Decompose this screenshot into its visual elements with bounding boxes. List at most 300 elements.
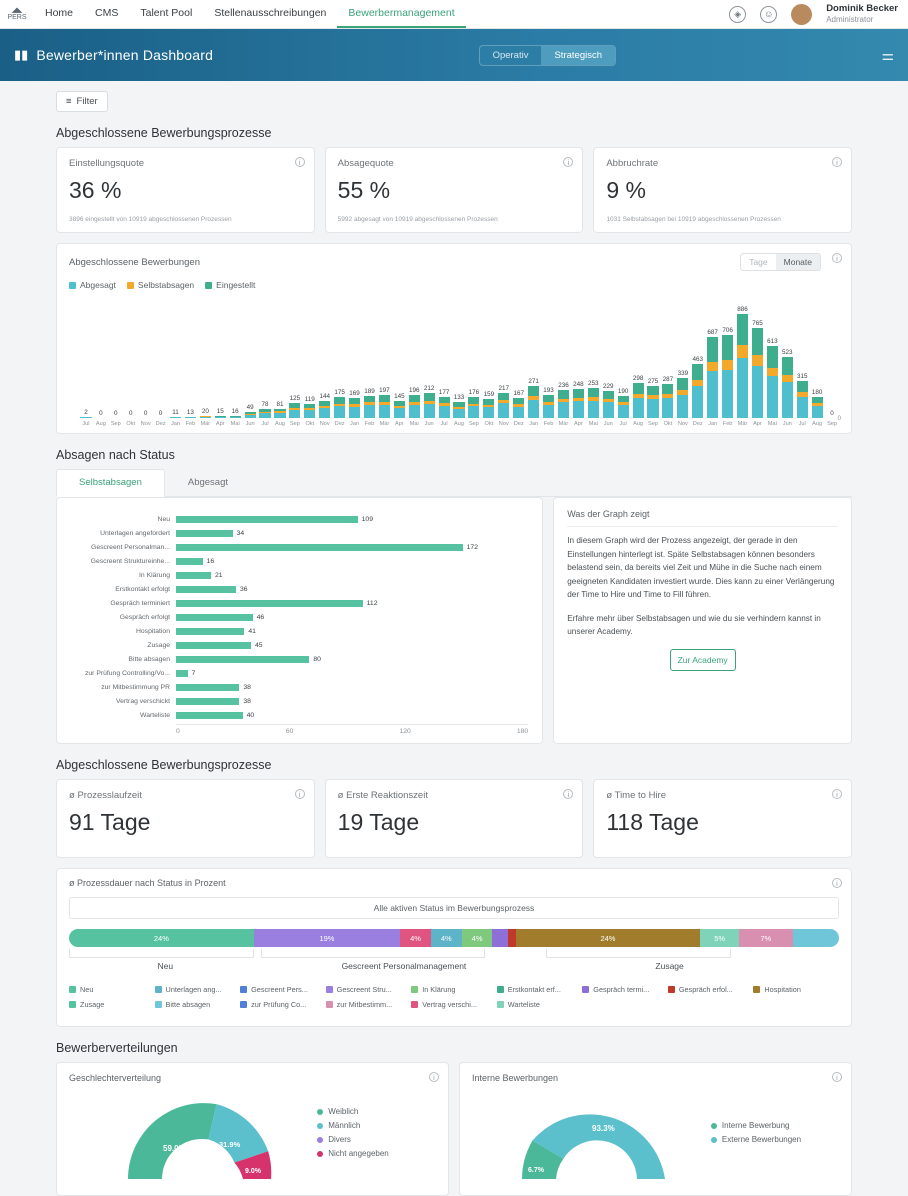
bar-stack xyxy=(424,393,435,418)
main-content xyxy=(0,81,908,1196)
info-icon[interactable]: i xyxy=(832,789,842,799)
bar-value: 2 xyxy=(84,409,88,416)
kpi-value: 55 % xyxy=(338,177,571,204)
x-tick-label: Aug xyxy=(273,421,287,427)
bar-segment xyxy=(692,364,703,380)
info-icon[interactable]: i xyxy=(832,253,842,263)
x-tick-label: Mai xyxy=(407,421,421,427)
hbar-row xyxy=(71,640,528,650)
bar-stack xyxy=(468,397,479,418)
bar-value: 15 xyxy=(217,408,224,415)
bar-segment xyxy=(603,391,614,399)
duration-segment: 19% xyxy=(254,929,400,947)
x-tick-label: Sep xyxy=(288,421,302,427)
hbar xyxy=(176,614,253,621)
chart-header xyxy=(69,253,839,271)
bar-stack xyxy=(767,346,778,418)
hbar-row xyxy=(71,570,528,580)
info-panel-paragraph-2: Erfahre mehr über Selbstabsagen und wie du sie verhindern kannst in unserer Academy. xyxy=(567,612,838,639)
gauge-row xyxy=(56,1062,852,1196)
bar-value: 275 xyxy=(648,378,659,385)
bar-column xyxy=(318,298,332,418)
legend-item xyxy=(69,985,155,994)
legend-swatch xyxy=(753,986,760,993)
bar-segment xyxy=(379,405,390,418)
legend-label: Bitte absagen xyxy=(166,1000,211,1009)
bar-value: 0 xyxy=(144,410,148,417)
bar-stack xyxy=(349,398,360,418)
duration-segment: 7% xyxy=(739,929,793,947)
bar-segment xyxy=(752,355,763,366)
legend-swatch xyxy=(155,1001,162,1008)
info-icon[interactable]: i xyxy=(832,878,842,888)
kpi-value: 36 % xyxy=(69,177,302,204)
info-icon[interactable]: i xyxy=(832,157,842,167)
x-tick-label: Nov xyxy=(318,421,332,427)
bar-stack xyxy=(647,386,658,418)
kpi-prozesslaufzeit xyxy=(56,779,315,858)
bar-segment xyxy=(289,410,300,419)
hbar-value: 21 xyxy=(215,572,223,579)
bar-value: 687 xyxy=(707,329,718,336)
hbar-label: Vertrag verschickt xyxy=(71,698,176,705)
legend-label: zur Prüfung Co... xyxy=(251,1000,306,1009)
hbar-row xyxy=(71,584,528,594)
gender-legend xyxy=(317,1107,389,1163)
legend-swatch xyxy=(497,1001,504,1008)
bar-segment xyxy=(245,415,256,418)
rejections-bar-chart-card xyxy=(56,497,543,744)
process-duration-bar xyxy=(69,929,839,947)
bar-value: 176 xyxy=(469,389,480,396)
kpi-value: 118 Tage xyxy=(606,809,839,836)
info-panel-title: Was der Graph zeigt xyxy=(567,509,838,527)
bar-column xyxy=(795,298,809,418)
kpi-value: 19 Tage xyxy=(338,809,571,836)
bar-value: 0 xyxy=(159,410,163,417)
duration-segment xyxy=(793,929,839,947)
bar-stack xyxy=(439,397,450,418)
x-tick-label: Jun xyxy=(243,421,257,427)
tab-selbstabsagen[interactable]: Selbstabsagen xyxy=(56,469,165,497)
svg-text:9.0%: 9.0% xyxy=(245,1168,262,1175)
x-tick-label: Jun xyxy=(601,421,615,427)
legend-item xyxy=(240,1000,326,1009)
nav-item-stellenausschreibungen[interactable] xyxy=(203,0,337,28)
hbar-value: 34 xyxy=(237,530,245,537)
svg-text:31.9%: 31.9% xyxy=(219,1140,241,1149)
tab-abgesagt[interactable]: Abgesagt xyxy=(165,469,251,496)
hbar-row xyxy=(71,542,528,552)
x-tick-label: Jan xyxy=(348,421,362,427)
bar-stack xyxy=(528,386,539,418)
bar-stack xyxy=(603,391,614,418)
bar-segment xyxy=(782,382,793,418)
kpi-einstellungsquote xyxy=(56,147,315,233)
bar-segment xyxy=(647,399,658,418)
hbar xyxy=(176,684,239,691)
bar-stack xyxy=(513,398,524,418)
x-tick-label: 60 xyxy=(286,728,294,735)
nav-item-cms[interactable] xyxy=(84,0,129,28)
x-tick-label: Sep xyxy=(109,421,123,427)
bar-value: 0 xyxy=(129,410,133,417)
filter-button[interactable] xyxy=(56,91,108,112)
x-tick-label: Mär xyxy=(377,421,391,427)
legend-item xyxy=(326,1000,412,1009)
bar-segment xyxy=(364,405,375,418)
nav-items xyxy=(34,0,466,28)
bar-stack xyxy=(170,417,181,418)
bar-segment xyxy=(722,335,733,360)
duration-segment: 4% xyxy=(462,929,493,947)
bar-value: 765 xyxy=(752,320,763,327)
bar-column xyxy=(467,298,481,418)
nav-item-home[interactable] xyxy=(34,0,84,28)
legend-label: Hospitation xyxy=(764,985,801,994)
info-icon[interactable]: i xyxy=(429,1072,439,1082)
x-tick-label: Okt xyxy=(303,421,317,427)
help-icon[interactable]: ☺ xyxy=(760,6,777,23)
bar-segment xyxy=(513,407,524,418)
cube-icon[interactable]: ◈ xyxy=(729,6,746,23)
bar-segment xyxy=(662,384,673,394)
hbar-row xyxy=(71,528,528,538)
legend-label: zur Mitbestimm... xyxy=(337,1000,393,1009)
avatar[interactable] xyxy=(791,4,812,25)
x-tick-label: Jul xyxy=(795,421,809,427)
bar-stack xyxy=(215,416,226,418)
bar-stack xyxy=(782,357,793,418)
hbar-row xyxy=(71,710,528,720)
bar-value: 133 xyxy=(454,394,465,401)
bar-stack xyxy=(558,390,569,418)
legend-item xyxy=(240,985,326,994)
topnav-right xyxy=(729,0,908,28)
gauge-title: Geschlechterverteilung xyxy=(69,1073,436,1083)
x-tick-label: Jun xyxy=(422,421,436,427)
x-tick-label: Okt xyxy=(482,421,496,427)
bar-column xyxy=(94,298,108,418)
nav-item-bewerbermanagement[interactable] xyxy=(337,0,465,28)
rejections-content xyxy=(56,497,852,744)
bar-value: 886 xyxy=(737,306,748,313)
bar-value: 177 xyxy=(439,389,450,396)
bar-column xyxy=(154,298,168,418)
duration-segment xyxy=(508,929,516,947)
bar-stack xyxy=(543,395,554,418)
hbar-row xyxy=(71,598,528,608)
bar-column xyxy=(348,298,362,418)
process-duration-subtitle: Alle aktiven Status im Bewerbungsprozess xyxy=(69,897,839,919)
info-icon[interactable]: i xyxy=(563,157,573,167)
bar-column xyxy=(571,298,585,418)
bar-segment xyxy=(453,409,464,418)
bar-stack xyxy=(289,403,300,418)
kpi-row xyxy=(56,147,852,233)
bar-column xyxy=(676,298,690,418)
bar-segment xyxy=(274,413,285,419)
x-tick-label: Jan xyxy=(706,421,720,427)
nav-label: Stellenausschreibungen xyxy=(214,7,326,19)
gender-donut-chart xyxy=(116,1089,291,1181)
bar-value: 706 xyxy=(722,327,733,334)
tab-operativ[interactable]: Operativ xyxy=(480,46,542,65)
bar-segment xyxy=(767,346,778,368)
toggle-tage[interactable]: Tage xyxy=(741,254,775,270)
hbar-value: 38 xyxy=(243,684,251,691)
bar-value: 11 xyxy=(172,409,179,416)
hbar-label: Bitte absagen xyxy=(71,656,176,663)
bar-value: 0 xyxy=(99,410,103,417)
bar-segment xyxy=(543,395,554,402)
section-title-distribution: Bewerberverteilungen xyxy=(56,1041,852,1055)
bar-value: 167 xyxy=(513,390,524,397)
bar-value: 236 xyxy=(558,382,569,389)
hbar-value: 80 xyxy=(313,656,321,663)
legend-divers: Divers xyxy=(317,1135,389,1144)
hbar xyxy=(176,586,236,593)
legend-maennlich: Männlich xyxy=(317,1121,389,1130)
bar-value: 13 xyxy=(187,409,194,416)
bar-segment xyxy=(424,393,435,400)
hbar xyxy=(176,530,233,537)
process-duration-card xyxy=(56,868,852,1027)
x-tick-label: Mai xyxy=(586,421,600,427)
bar-value: 49 xyxy=(247,404,254,411)
x-tick-label: Mai xyxy=(228,421,242,427)
process-duration-legend xyxy=(69,985,839,1015)
bar-segment xyxy=(528,386,539,396)
x-tick-label: Aug xyxy=(452,421,466,427)
hbar-value: 45 xyxy=(255,642,263,649)
bar-segment xyxy=(558,390,569,398)
bar-column xyxy=(736,298,750,418)
x-tick-label: Nov xyxy=(676,421,690,427)
bar-chart-icon: ▮▮ xyxy=(14,47,28,63)
bar-stack xyxy=(498,393,509,418)
bar-column xyxy=(765,298,779,418)
bar-segment xyxy=(215,417,226,418)
view-mode-switch xyxy=(479,45,616,66)
bar-stack xyxy=(633,383,644,418)
legend-label: Gescreent Pers... xyxy=(251,985,308,994)
toggle-monate[interactable]: Monate xyxy=(776,254,820,270)
x-tick-label: Dez xyxy=(512,421,526,427)
svg-text:6.7%: 6.7% xyxy=(528,1167,545,1174)
bar-segment xyxy=(677,395,688,418)
x-tick-label: Dez xyxy=(691,421,705,427)
bar-segment xyxy=(662,398,673,418)
bar-column xyxy=(825,298,839,418)
bar-value: 523 xyxy=(782,349,793,356)
nav-label: Bewerbermanagement xyxy=(348,7,454,19)
internal-applications-card xyxy=(459,1062,852,1196)
chart-legend xyxy=(69,280,839,290)
bar-segment xyxy=(543,405,554,418)
bar-value: 81 xyxy=(276,401,283,408)
bar-column xyxy=(706,298,720,418)
bar-segment xyxy=(304,410,315,418)
bar-stack xyxy=(588,388,599,418)
bar-value: 0 xyxy=(114,410,118,417)
bar-stack xyxy=(573,389,584,418)
page-title: Bewerber*innen Dashboard xyxy=(36,47,213,63)
legend-swatch xyxy=(155,986,162,993)
bar-stack xyxy=(200,416,211,418)
bar-column xyxy=(750,298,764,418)
x-tick-label: Jan xyxy=(527,421,541,427)
bar-stack xyxy=(483,399,494,418)
legend-label: Warteliste xyxy=(508,1000,540,1009)
bar-stack xyxy=(245,412,256,418)
info-icon[interactable]: i xyxy=(563,789,573,799)
bar-stack xyxy=(453,402,464,418)
duration-segment: 5% xyxy=(700,929,739,947)
bar-segment xyxy=(409,395,420,402)
hbar xyxy=(176,670,188,677)
hbar-label: Zusage xyxy=(71,642,176,649)
gauge-body xyxy=(69,1089,436,1181)
bar-column xyxy=(243,298,257,418)
legend-swatch xyxy=(326,986,333,993)
legend-swatch xyxy=(205,282,212,289)
bar-column xyxy=(228,298,242,418)
kpi-subtext: 3896 eingestellt von 10919 abgeschlossenen Prozessen xyxy=(69,216,302,223)
legend-label: Gescreent Stru... xyxy=(337,985,392,994)
bar-column xyxy=(721,298,735,418)
legend-swatch xyxy=(326,1001,333,1008)
process-duration-brackets xyxy=(69,949,839,958)
bar-segment xyxy=(752,366,763,418)
bar-segment xyxy=(80,417,91,418)
nav-label: Home xyxy=(45,7,73,19)
hbar-value: 172 xyxy=(467,544,478,551)
bar-stack xyxy=(737,314,748,418)
x-tick-label: Apr xyxy=(750,421,764,427)
bar-segment xyxy=(259,413,270,418)
process-duration-group-labels xyxy=(69,961,839,971)
bar-value: 298 xyxy=(633,375,644,382)
bar-value: 193 xyxy=(543,387,554,394)
hbar-value: 7 xyxy=(192,670,196,677)
bar-column xyxy=(407,298,421,418)
bar-segment xyxy=(185,417,196,418)
legend-label: In Klärung xyxy=(422,985,455,994)
svg-text:93.3%: 93.3% xyxy=(592,1124,615,1133)
app-logo[interactable] xyxy=(0,0,34,28)
bar-value: 180 xyxy=(812,389,823,396)
legend-item xyxy=(411,1000,497,1009)
bar-value: 16 xyxy=(232,408,239,415)
legend-swatch xyxy=(582,986,589,993)
bar-segment xyxy=(498,403,509,418)
legend-item xyxy=(668,985,754,994)
tab-strategisch[interactable]: Strategisch xyxy=(541,46,615,65)
bar-value: 197 xyxy=(379,387,390,394)
bar-value: 271 xyxy=(528,378,539,385)
hbar-value: 112 xyxy=(367,600,378,607)
bar-segment xyxy=(588,388,599,397)
nav-item-talent-pool[interactable] xyxy=(129,0,203,28)
stacked-bar-chart xyxy=(69,298,839,418)
bar-column xyxy=(392,298,406,418)
user-role: Administrator xyxy=(826,15,898,25)
kpi-value: 9 % xyxy=(606,177,839,204)
bar-column xyxy=(139,298,153,418)
academy-button[interactable]: Zur Academy xyxy=(670,649,736,671)
hbar-label: Unterlagen angefordert xyxy=(71,530,176,537)
kpi-abbruchrate xyxy=(593,147,852,233)
sliders-icon[interactable]: ⚌ xyxy=(881,47,894,64)
hbar-row xyxy=(71,612,528,622)
chart-title: Abgeschlossene Bewerbungen xyxy=(69,257,200,268)
info-icon[interactable]: i xyxy=(295,789,305,799)
hbar-value: 41 xyxy=(248,628,256,635)
nav-label: Talent Pool xyxy=(140,7,192,19)
x-tick-label: Aug xyxy=(631,421,645,427)
x-tick-label: Feb xyxy=(721,421,735,427)
hbar-value: 36 xyxy=(240,586,248,593)
x-tick-label: Aug xyxy=(810,421,824,427)
bar-stack xyxy=(304,404,315,418)
bar-segment xyxy=(319,408,330,418)
legend-item xyxy=(497,985,583,994)
bar-segment xyxy=(797,381,808,392)
bar-segment xyxy=(677,378,688,390)
legend-swatch xyxy=(69,986,76,993)
legend-swatch xyxy=(127,282,134,289)
bar-segment xyxy=(782,357,793,375)
user-meta[interactable] xyxy=(826,3,898,25)
hbar-value: 16 xyxy=(207,558,215,565)
legend-swatch xyxy=(497,986,504,993)
gauge-title: Interne Bewerbungen xyxy=(472,1073,839,1083)
hbar xyxy=(176,558,203,565)
legend-swatch xyxy=(668,986,675,993)
bar-segment xyxy=(737,358,748,418)
bar-column xyxy=(288,298,302,418)
internal-donut-chart xyxy=(510,1089,685,1181)
rejection-tabs xyxy=(56,469,852,497)
kpi-absagequote xyxy=(325,147,584,233)
bar-column xyxy=(79,298,93,418)
bar-segment xyxy=(812,406,823,418)
duration-segment: 4% xyxy=(400,929,431,947)
bar-stack xyxy=(618,396,629,418)
bar-column xyxy=(437,298,451,418)
legend-label: Unterlagen ang... xyxy=(166,985,222,994)
bar-segment xyxy=(558,402,569,418)
kpi-erste-reaktionszeit xyxy=(325,779,584,858)
bar-column xyxy=(377,298,391,418)
bar-column xyxy=(422,298,436,418)
legend-item xyxy=(326,985,412,994)
x-tick-label: Jul xyxy=(616,421,630,427)
bar-value: 189 xyxy=(364,388,375,395)
x-tick-label: Sep xyxy=(467,421,481,427)
duration-segment: 4% xyxy=(431,929,462,947)
info-icon[interactable]: i xyxy=(295,157,305,167)
hbar xyxy=(176,628,244,635)
bar-segment xyxy=(409,405,420,418)
completed-applications-chart-card xyxy=(56,243,852,434)
hbar-value: 46 xyxy=(257,614,265,621)
hbar-label: Gescreent Strukturei​nhe... xyxy=(71,558,176,565)
info-icon[interactable]: i xyxy=(832,1072,842,1082)
horizontal-bar-chart xyxy=(71,514,528,720)
legend-label: Vertrag verschi... xyxy=(422,1000,477,1009)
